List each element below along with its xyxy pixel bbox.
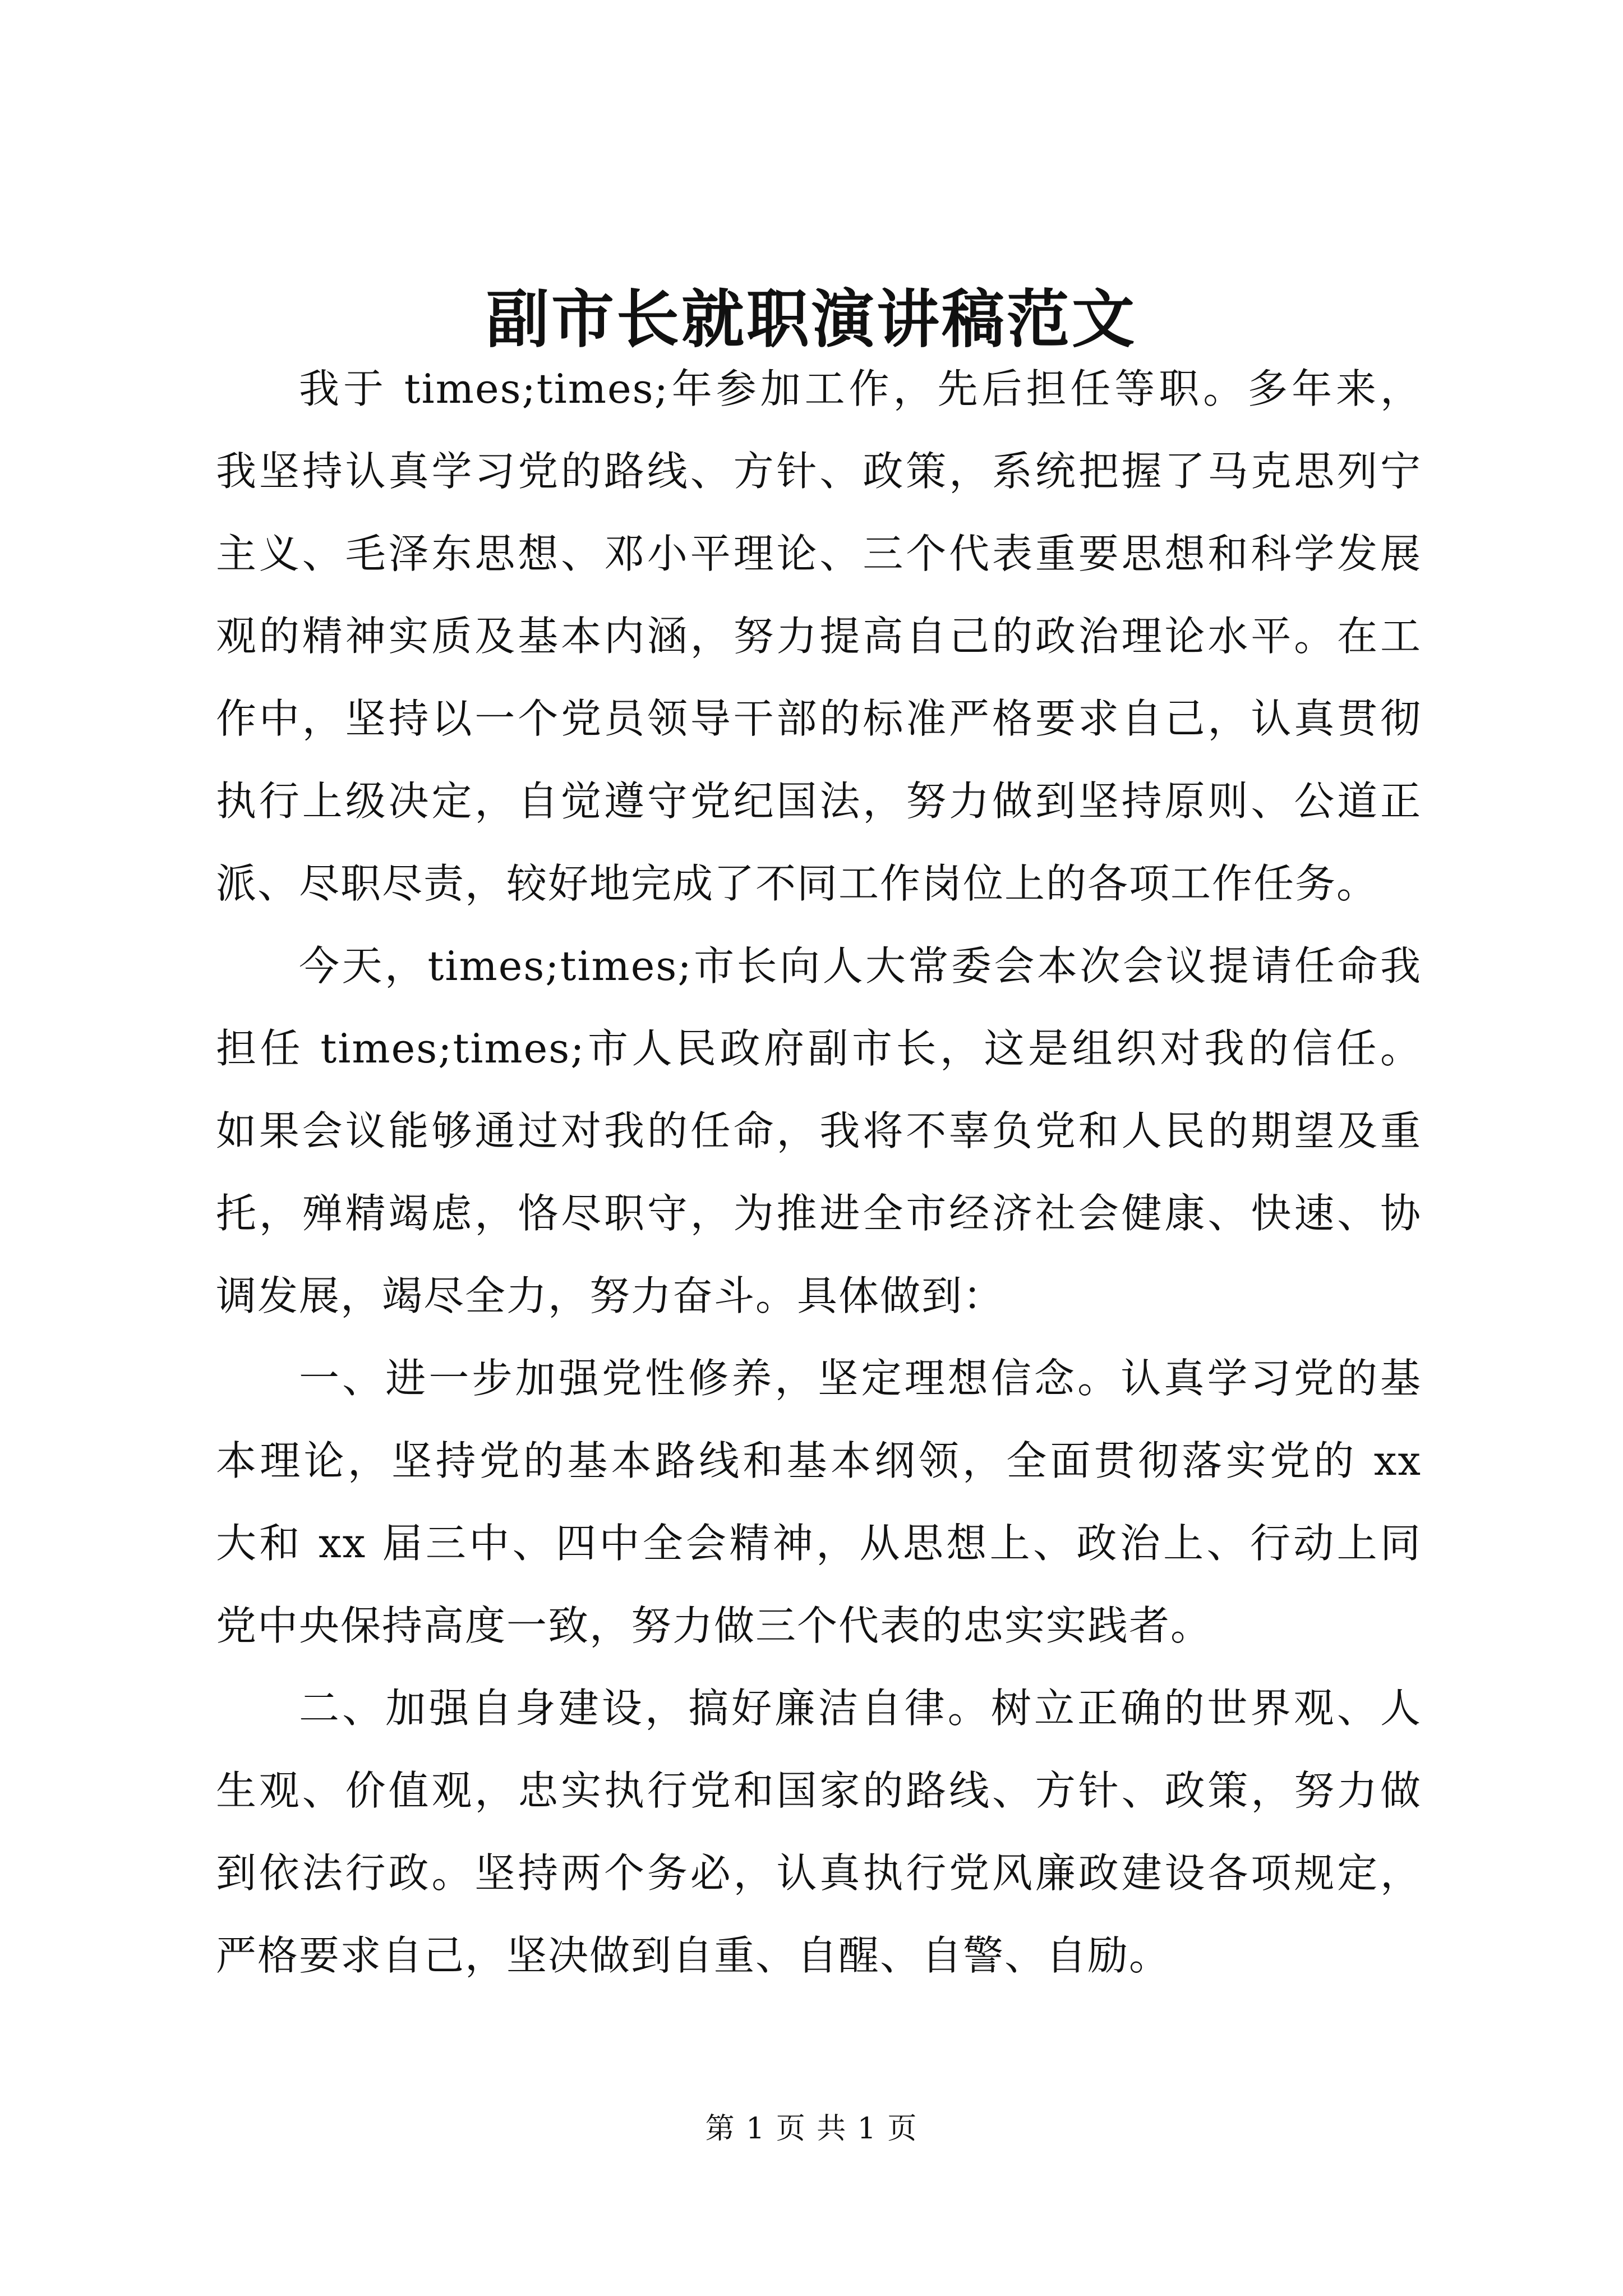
text-line: 观的精神实质及基本内涵，努力提高自己的政治理论水平。在工 (216, 613, 1422, 660)
document-title: 副市长就职演讲稿范文 (486, 283, 1137, 356)
text-line: 到依法行政。坚持两个务必，认真执行党风廉政建设各项规定， (216, 1849, 1422, 1897)
paragraph-1 (216, 348, 1422, 925)
text-line: 作中，坚持以一个党员领导干部的标准严格要求自己，认真贯彻 (216, 695, 1422, 742)
text-line: 如果会议能够通过对我的任命，我将不辜负党和人民的期望及重 (216, 1107, 1422, 1154)
text-line: 担任 times;times;市人民政府副市长，这是组织对我的信任。 (216, 1025, 1422, 1072)
paragraph-2 (216, 925, 1422, 1337)
text-line: 今天，times;times;市长向人大常委会本次会议提请任命我 (299, 942, 1422, 990)
text-line: 调发展，竭尽全力，努力奋斗。具体做到： (216, 1272, 1005, 1319)
text-line: 派、尽职尽责，较好地完成了不同工作岗位上的各项工作任务。 (216, 860, 1378, 907)
paragraph-4 (216, 1667, 1422, 1997)
text-line: 我坚持认真学习党的路线、方针、政策，系统把握了马克思列宁 (216, 448, 1422, 495)
text-line: 大和 xx 届三中、四中全会精神，从思想上、政治上、行动上同 (216, 1520, 1422, 1567)
text-line: 严格要求自己，坚决做到自重、自醒、自警、自励。 (216, 1932, 1171, 1979)
text-line: 二、加强自身建设，搞好廉洁自律。树立正确的世界观、人 (299, 1685, 1422, 1732)
text-line: 托，殚精竭虑，恪尽职守，为推进全市经济社会健康、快速、协 (216, 1190, 1422, 1237)
text-line: 党中央保持高度一致，努力做三个代表的忠实实践者。 (216, 1602, 1212, 1649)
text-line: 一、进一步加强党性修养，坚定理想信念。认真学习党的基 (299, 1355, 1422, 1402)
text-line: 本理论，坚持党的基本路线和基本纲领，全面贯彻落实党的 xx (216, 1437, 1422, 1484)
text-line: 生观、价值观，忠实执行党和国家的路线、方针、政策，努力做 (216, 1767, 1422, 1814)
text-line: 我于 times;times;年参加工作，先后担任等职。多年来， (299, 365, 1422, 412)
text-line: 执行上级决定，自觉遵守党纪国法，努力做到坚持原则、公道正 (216, 777, 1422, 825)
document-body (216, 348, 1422, 1997)
paragraph-3 (216, 1337, 1422, 1667)
page-footer: 第 1 页 共 1 页 (705, 2112, 918, 2146)
text-line: 主义、毛泽东思想、邓小平理论、三个代表重要思想和科学发展 (216, 530, 1422, 577)
